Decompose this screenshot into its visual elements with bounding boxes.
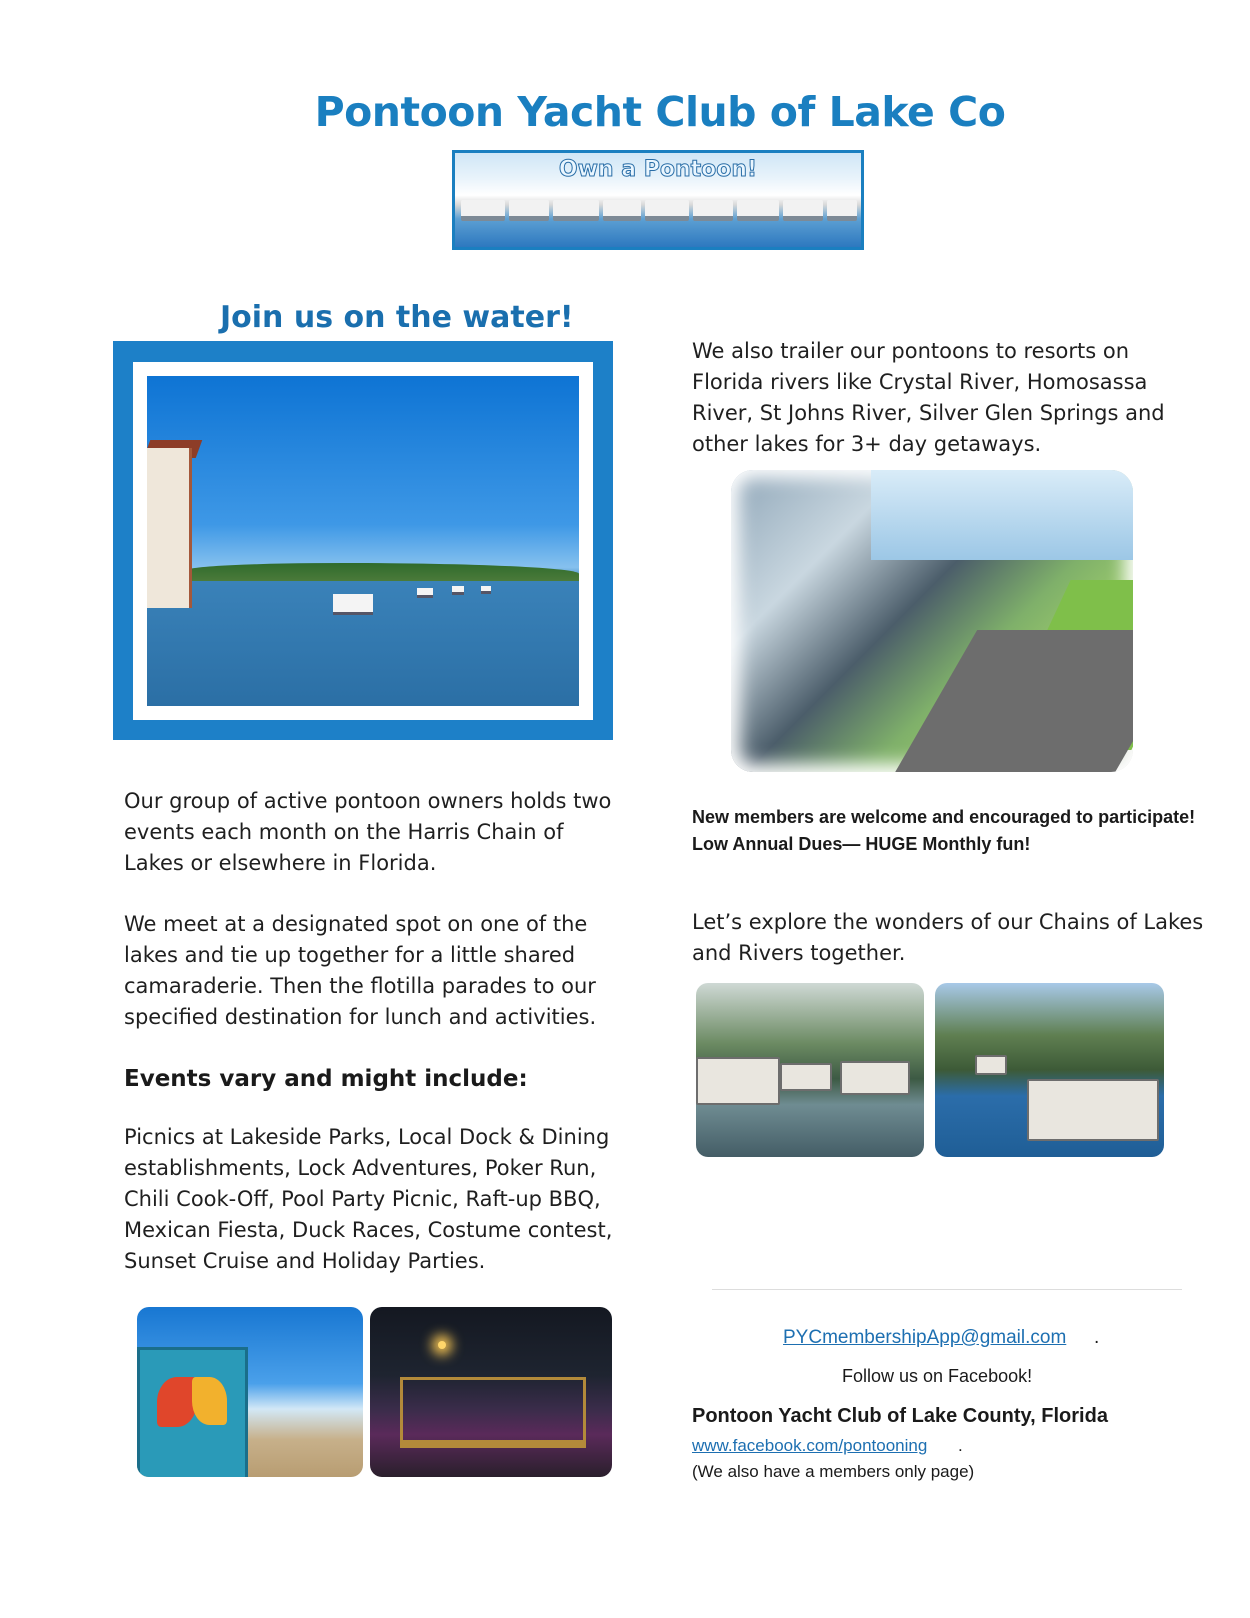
night-dock-photo — [370, 1307, 612, 1477]
page-title: Pontoon Yacht Club of Lake Co — [314, 88, 1006, 136]
intro-paragraph: Our group of active pontoon owners holds two events each month on the Harris Chain of Lakes or elsewhere in Florida. — [124, 789, 612, 875]
facebook-link[interactable]: www.facebook.com/pontooning — [692, 1436, 928, 1455]
club-name: Pontoon Yacht Club of Lake County, Florida — [692, 1405, 1108, 1427]
river-pontoons-photo — [696, 983, 924, 1157]
join-heading: Join us on the water! — [220, 300, 574, 335]
explore-paragraph: Let’s explore the wonders of our Chains of Lakes and Rivers together. — [692, 910, 1204, 965]
membership-email-link[interactable]: PYCmembershipApp@gmail.com — [783, 1327, 1067, 1348]
meetup-paragraph: We meet at a designated spot on one of the lakes and tie up together for a little shared camaraderie. Then the flotilla parades to our specified destination for lunch and activities. — [124, 912, 597, 1029]
docked-pontoons-graphic — [461, 197, 855, 221]
email-period: . — [1094, 1327, 1100, 1348]
events-heading: Events vary and might include: — [124, 1066, 528, 1092]
trailer-paragraph: We also trailer our pontoons to resorts on Florida rivers like Crystal River, Homosassa River, St Johns River, Silver Glen Springs and other lakes for 3+ day getaways. — [692, 339, 1165, 456]
lake-pontoons-photo — [147, 376, 579, 706]
own-a-pontoon-banner — [452, 150, 864, 250]
banner-text: Own a Pontoon! — [558, 157, 758, 182]
members-only-note: (We also have a members only page) — [692, 1462, 975, 1481]
events-list: Picnics at Lakeside Parks, Local Dock & Dining establishments, Lock Adventures, Poker Run, Chili Cook-Off, Pool Party Picnic, Raft-up BBQ, Mexican Fiesta, Duck Races, Costume contest, Sunset Cruise and Holiday Parties. — [124, 1125, 613, 1273]
spring-run-pontoon-photo — [935, 983, 1164, 1157]
divider — [712, 1289, 1182, 1290]
butterfly-chair-photo — [137, 1307, 363, 1477]
facebook-period: . — [958, 1436, 963, 1455]
new-members-note: New members are welcome and encouraged to participate! Low Annual Dues— HUGE Monthly fun! — [692, 807, 1196, 854]
mirror-trailer-photo — [731, 470, 1133, 772]
follow-facebook-text: Follow us on Facebook! — [842, 1366, 1033, 1386]
